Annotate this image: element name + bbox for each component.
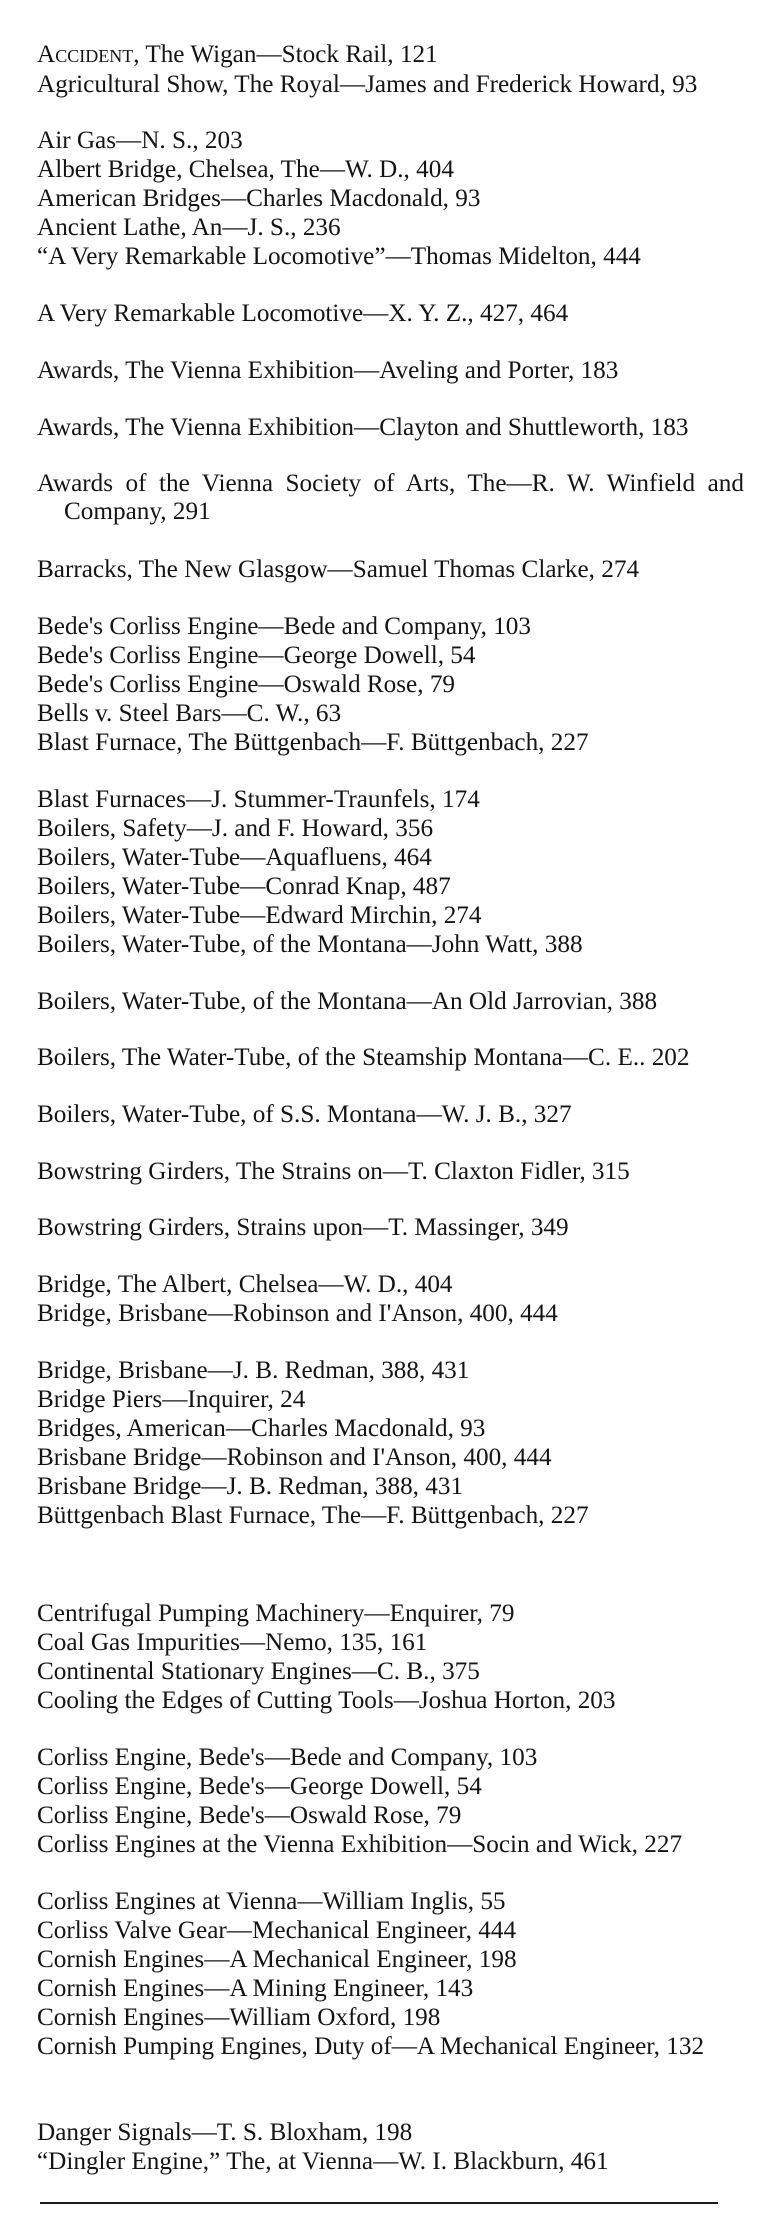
index-entry-boilers-mirchin: Boilers, Water-Tube—Edward Mirchin, 274 [37,901,482,929]
index-entry-blast-furnaces: Blast Furnaces—J. Stummer-Traunfels, 174 [37,785,480,813]
index-entry-corliss-vienna-socin: Corliss Engines at the Vienna Exhibition—Socin and Wick, 227 [37,1831,683,1859]
index-entry-cornish-pumping-duty: Cornish Pumping Engines, Duty of—A Mechanical Engineer, 132 [37,2033,705,2061]
index-entry-bowstring-fidler: Bowstring Girders, The Strains on—T. Claxton Fidler, 315 [37,1157,630,1185]
index-entry-boilers-montana-watt: Boilers, Water-Tube, of the Montana—John Watt, 388 [37,930,583,958]
index-entry-cornish-mining: Cornish Engines—A Mining Engineer, 143 [37,1975,474,2003]
index-entry-bedes-corliss-bede: Bede's Corliss Engine—Bede and Company, 103 [37,612,531,640]
index-entry-corliss-dowell: Corliss Engine, Bede's—George Dowell, 54 [37,1773,482,1801]
index-entry-awards-aveling: Awards, The Vienna Exhibition—Aveling and Porter, 183 [37,356,619,384]
index-entry-cornish-oxford: Cornish Engines—William Oxford, 198 [37,2004,441,2032]
index-entry-cooling-edges: Cooling the Edges of Cutting Tools—Joshua Horton, 203 [37,1687,616,1715]
index-entry-awards-clayton: Awards, The Vienna Exhibition—Clayton and Shuttleworth, 183 [37,413,689,441]
index-entry-boilers-safety: Boilers, Safety—J. and F. Howard, 356 [37,814,434,842]
index-entry-bridges-american: Bridges, American—Charles Macdonald, 93 [37,1414,486,1442]
index-entry-boilers-montana-jarrovian: Boilers, Water-Tube, of the Montana—An Old Jarrovian, 388 [37,987,658,1015]
index-entry-bridge-brisbane-robinson: Bridge, Brisbane—Robinson and I'Anson, 400, 444 [37,1300,558,1328]
index-entry-brisbane-bridge-redman: Brisbane Bridge—J. B. Redman, 388, 431 [37,1473,464,1501]
index-entry-ancient-lathe: Ancient Lathe, An—J. S., 236 [37,214,341,242]
index-entry-albert-bridge: Albert Bridge, Chelsea, The—W. D., 404 [37,156,454,184]
index-entry-remarkable-locomotive-xyz: A Very Remarkable Locomotive—X. Y. Z., 427, 464 [37,300,569,328]
index-entry-bridge-brisbane-redman: Bridge, Brisbane—J. B. Redman, 388, 431 [37,1356,470,1384]
index-entry-barracks: Barracks, The New Glasgow—Samuel Thomas Clarke, 274 [37,556,640,584]
index-entry-blast-furnace-buttgenbach: Blast Furnace, The Büttgenbach—F. Büttgenbach, 227 [37,728,589,756]
index-entry-corliss-vienna-inglis: Corliss Engines at Vienna—William Inglis, 55 [37,1887,506,1915]
index-entry-boilers-knap: Boilers, Water-Tube—Conrad Knap, 487 [37,872,451,900]
index-entry-cornish-mechanical: Cornish Engines—A Mechanical Engineer, 198 [37,1946,517,1974]
index-entry-boilers-ss-montana: Boilers, Water-Tube, of S.S. Montana—W. J. B., 327 [37,1100,572,1128]
index-entry-remarkable-locomotive-midelton: “A Very Remarkable Locomotive”—Thomas Midelton, 444 [37,243,641,271]
index-entry-agricultural-show: Agricultural Show, The Royal—James and Frederick Howard, 93 [37,70,698,98]
index-entry-boilers-aquafluens: Boilers, Water-Tube—Aquafluens, 464 [37,843,432,871]
index-entry-corliss-rose: Corliss Engine, Bede's—Oswald Rose, 79 [37,1802,462,1830]
index-entry-corliss-bede: Corliss Engine, Bede's—Bede and Company, 103 [37,1744,538,1772]
index-entry-bridge-piers: Bridge Piers—Inquirer, 24 [37,1385,306,1413]
index-entry-brisbane-bridge-robinson: Brisbane Bridge—Robinson and I'Anson, 400, 444 [37,1443,552,1471]
index-entry-centrifugal-pumping: Centrifugal Pumping Machinery—Enquirer, 79 [37,1600,515,1628]
index-entry-continental-engines: Continental Stationary Engines—C. B., 375 [37,1658,480,1686]
index-entry-buttgenbach-blast-furnace: Büttgenbach Blast Furnace, The—F. Büttgenbach, 227 [37,1502,589,1530]
index-entry-danger-signals: Danger Signals—T. S. Bloxham, 198 [37,2118,413,2146]
bottom-rule [40,2202,718,2204]
index-entry-coal-gas: Coal Gas Impurities—Nemo, 135, 161 [37,1629,428,1657]
index-entry-bedes-corliss-dowell: Bede's Corliss Engine—George Dowell, 54 [37,641,476,669]
index-entry-bridge-albert: Bridge, The Albert, Chelsea—W. D., 404 [37,1271,453,1299]
index-entry-bedes-corliss-rose: Bede's Corliss Engine—Oswald Rose, 79 [37,670,456,698]
index-entry-bells-steel-bars: Bells v. Steel Bars—C. W., 63 [37,699,342,727]
index-entry-awards-society-of-arts: Awards of the Vienna Society of Arts, The—R. W. Winfield and Company, 291 [37,470,744,526]
index-entry-dingler-engine: “Dingler Engine,” The, at Vienna—W. I. Blackburn, 461 [37,2147,609,2175]
index-entry-bowstring-massinger: Bowstring Girders, Strains upon—T. Massinger, 349 [37,1214,569,1242]
index-entry-american-bridges: American Bridges—Charles Macdonald, 93 [37,185,481,213]
index-entry-boilers-steamship-montana: Boilers, The Water-Tube, of the Steamship Montana—C. E.. 202 [37,1044,690,1072]
index-entry-accident: Accident, The Wigan—Stock Rail, 121 [37,41,438,69]
index-entry-air-gas: Air Gas—N. S., 203 [37,127,243,155]
index-entry-corliss-valve-gear: Corliss Valve Gear—Mechanical Engineer, 444 [37,1917,517,1944]
